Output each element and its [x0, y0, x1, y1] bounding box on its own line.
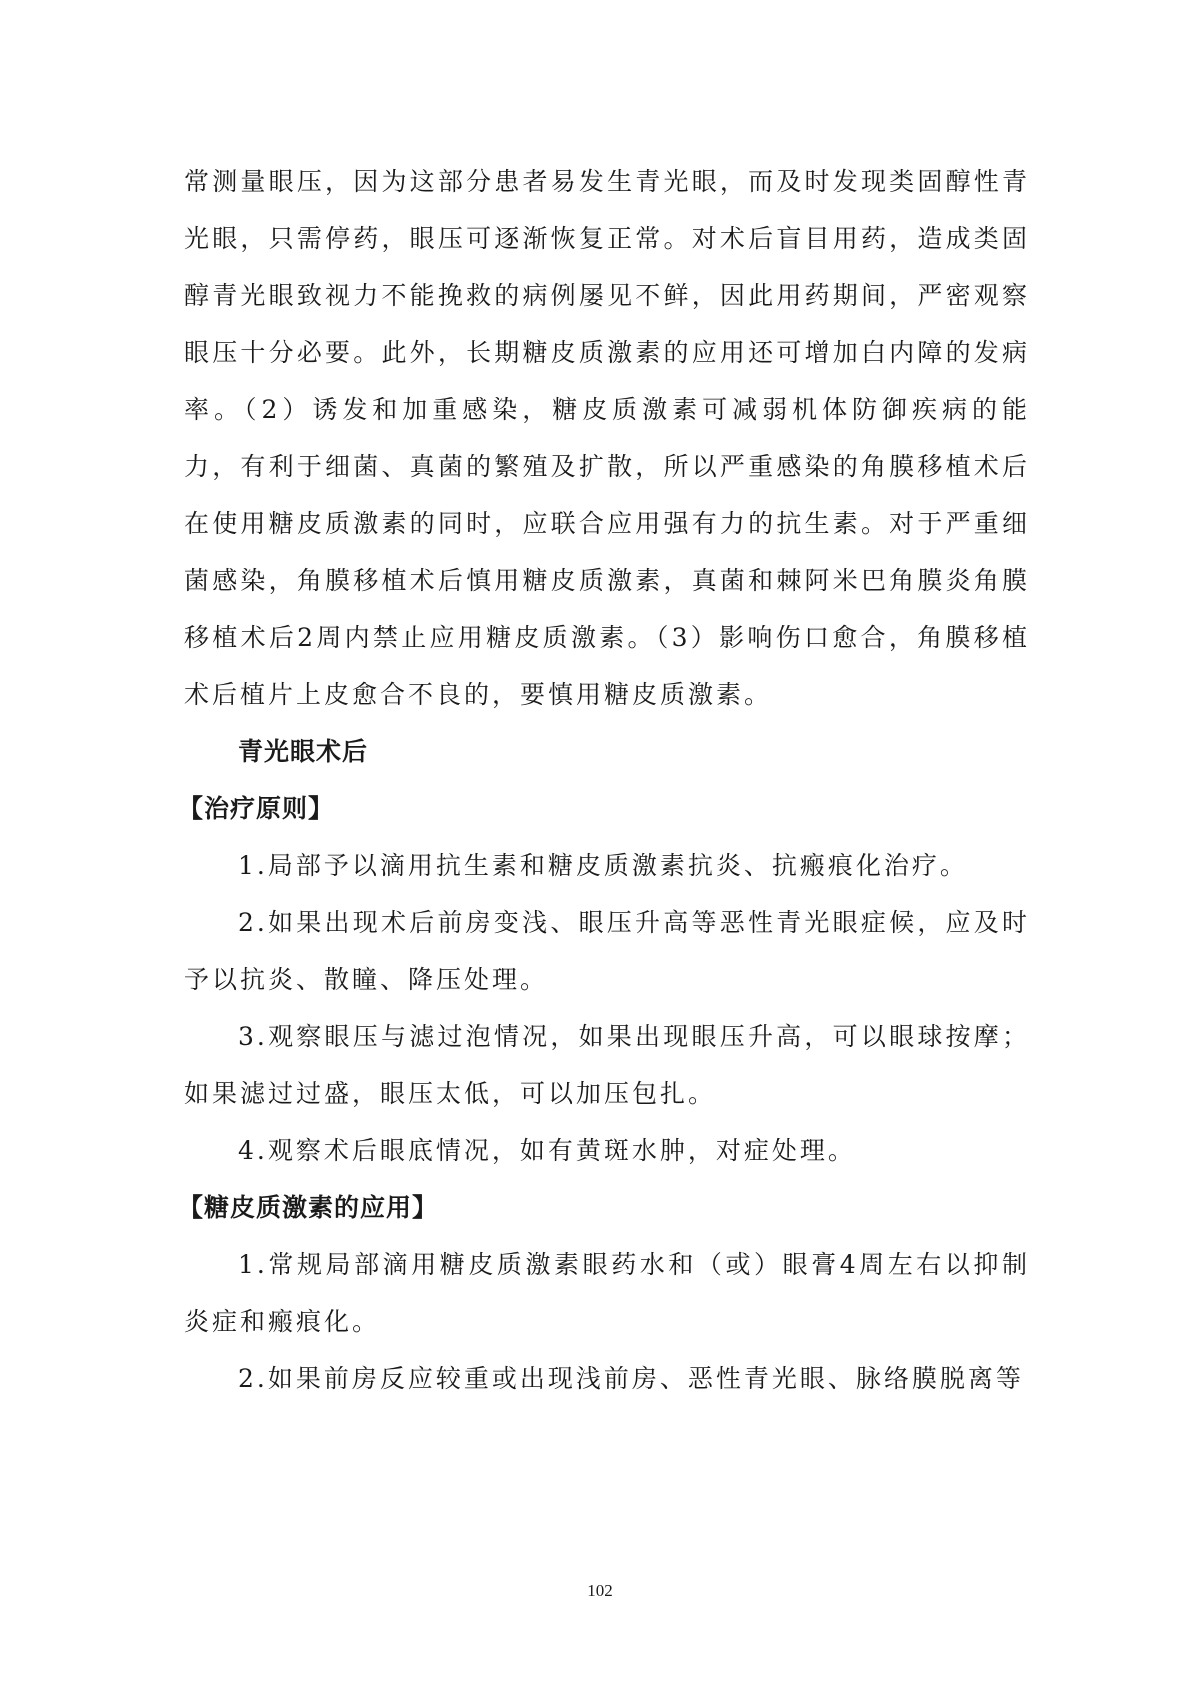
page-number: 102: [587, 1581, 613, 1600]
page-content: [178, 153, 1030, 1407]
section-title: 青光眼术后: [238, 737, 369, 766]
steroids-item-1: 1.常规局部滴用糖皮质激素眼药水和（或）眼膏4周左右以抑制炎症和瘢痕化。: [184, 1250, 1030, 1336]
treatment-heading: 【治疗原则】: [178, 794, 335, 823]
steroids-item-2: 2.如果前房反应较重或出现浅前房、恶性青光眼、脉络膜脱离等: [238, 1364, 1024, 1393]
treatment-item-1: 1.局部予以滴用抗生素和糖皮质激素抗炎、抗瘢痕化治疗。: [238, 851, 968, 880]
continuation-paragraph: 常测量眼压，因为这部分患者易发生青光眼，而及时发现类固醇性青光眼，只需停药，眼压可逐渐恢复正常。对术后盲目用药，造成类固醇青光眼致视力不能挽救的病例屡见不鲜，因此用药期间，严密观察眼压十分必要。此外，长期糖皮质激素的应用还可增加白内障的发病率。（2）诱发和加重感染，糖皮质激素可减弱机体防御疾病的能力，有利于细菌、真菌的繁殖及扩散，所以严重感染的角膜移植术后在使用糖皮质激素的同时，应联合应用强有力的抗生素。对于严重细菌感染，角膜移植术后慎用糖皮质激素，真菌和棘阿米巴角膜炎角膜移植术后2周内禁止应用糖皮质激素。（3）影响伤口愈合，角膜移植术后植片上皮愈合不良的，要慎用糖皮质激素。: [184, 167, 1030, 709]
treatment-item-3: 3.观察眼压与滤过泡情况，如果出现眼压升高，可以眼球按摩；如果滤过过盛，眼压太低，可以加压包扎。: [184, 1022, 1030, 1108]
steroids-heading: 【糖皮质激素的应用】: [178, 1193, 439, 1222]
treatment-item-2: 2.如果出现术后前房变浅、眼压升高等恶性青光眼症候，应及时予以抗炎、散瞳、降压处理。: [184, 908, 1030, 994]
treatment-item-4: 4.观察术后眼底情况，如有黄斑水肿，对症处理。: [238, 1136, 856, 1165]
